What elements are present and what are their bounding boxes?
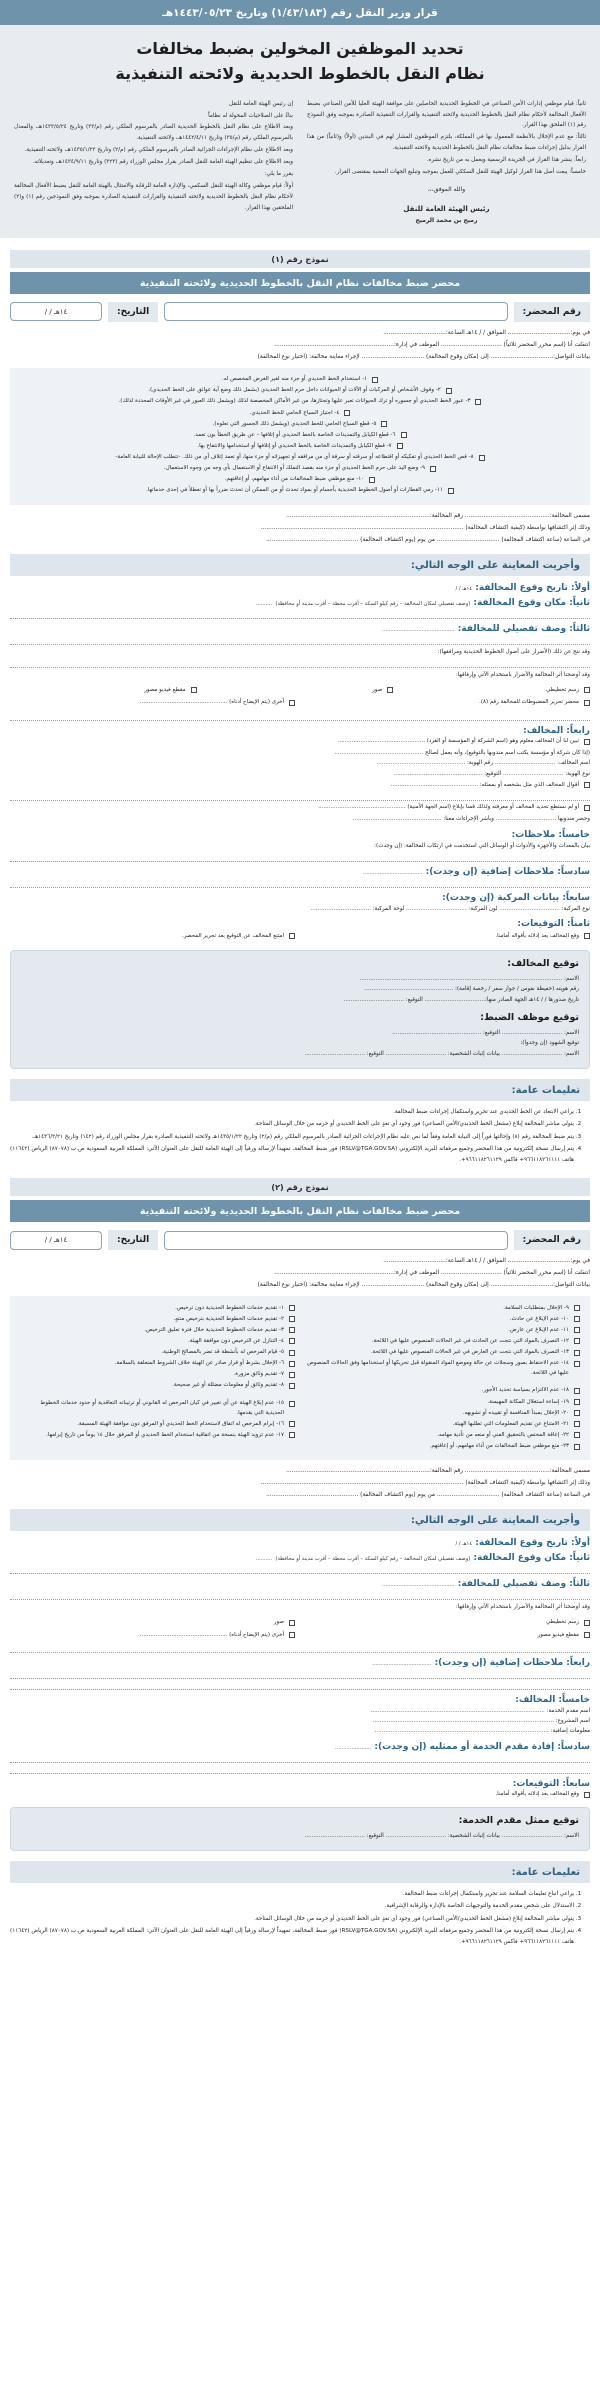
fill-line[interactable] xyxy=(10,879,590,888)
violation-item[interactable] xyxy=(20,409,580,419)
form-1-inspection-heading: وأجريت المعاينة على الوجه التالي: xyxy=(10,554,590,576)
decree-right-p7: أولاً: قيام موظفي وكالة الهيئة للنقل السكمي، والإدارة العامة للرقابة والامتثال بالهيئة العامة للنقل بضبط الأفعال المخالفة لأحكام نظام النقل بالخطوط الحديدية ولائحته التنفيذية والقرارات التنفيذية الصادرة بموجبه وفق النموذجين رقم (١) و(٢) الملحقين بهذا القرار. xyxy=(14,182,293,211)
record-number-input[interactable] xyxy=(164,1231,508,1250)
evidence-label: صور xyxy=(273,1619,284,1626)
violation-item[interactable] xyxy=(20,1348,295,1358)
violation-item[interactable] xyxy=(305,1431,580,1441)
form-1-number: نموذج رقم (١) xyxy=(10,250,590,268)
checkbox-icon[interactable] xyxy=(584,805,590,811)
violation-label: ١١- رمي القطارات أو أصول الخطوط الحديدية بأجسام أو بمواد تحدث أو من الممكن أن تحدث ضرراً بها أو تعطلاً في إحدى خدماتها. xyxy=(146,487,443,494)
checkbox-icon[interactable] xyxy=(574,1327,580,1333)
form-2-inspection-heading: وأجريت المعاينة على الوجه التالي: xyxy=(10,1509,590,1531)
form-2-seventh-signatures: سابعاً: التوقيعات: xyxy=(512,1778,590,1789)
checkbox-icon[interactable] xyxy=(430,466,436,472)
form-2-violations-left xyxy=(305,1302,580,1453)
checkbox-icon[interactable] xyxy=(574,1444,580,1450)
first-date-label: أولاً: تاريخ وقوع المخالفة: xyxy=(475,582,590,593)
offender-name-line: اسم المخالف: .................................. رقم الهوية: .................................................. xyxy=(376,760,590,767)
form-2-violation-name: مسمى المخالفة:.............................................. رقم المخالفة:.............................................................................. xyxy=(286,1468,590,1475)
form-1-title: محضر ضبط مخالفات نظام النقل بالخطوط الحديدية ولائحته التنفيذية xyxy=(10,272,590,294)
decree-signature xyxy=(307,204,586,226)
third-desc-dots[interactable]: ............................................ xyxy=(382,1582,455,1589)
checkbox-icon[interactable] xyxy=(289,1401,295,1407)
form-1-evidence-intro: وقد أوضحنا أثر المخالفة والأضرار باستخدام الآتي وإرفاقها: xyxy=(455,671,590,678)
violation-label: ٦- الإخلال بشرط أو قرار صادر عن الهيئة خلاف الشروط المتعلقة بالسلامة. xyxy=(114,1360,284,1367)
checkbox-icon[interactable] xyxy=(574,1432,580,1438)
evidence-label: صور xyxy=(372,686,383,693)
checkbox-icon[interactable] xyxy=(344,410,350,416)
instruction-item: 2. يتولى مباشر المخالفة إبلاغ (مشغل الخط الحديدي/الأمن الصناعي) فور وجود أي تعدٍ على الخط الحديدي أو حرمه من خلال الوسائل المتاحة. xyxy=(10,1119,574,1130)
decree-right-p4: وبعد الاطلاع على نظام الإجراءات الجزائية الصادر بالمرسوم الملكي رقم (م/٢) وتاريخ ١٤٣٥/١/٢٢هـ، ولائحته التنفيذية. xyxy=(24,147,293,154)
first-date-value[interactable]: ١٤هـ / / xyxy=(455,1541,473,1548)
checkbox-icon[interactable] xyxy=(397,443,403,449)
checkbox-icon[interactable] xyxy=(448,488,454,494)
evidence-item-video[interactable] xyxy=(10,686,197,696)
checkbox-icon[interactable] xyxy=(369,477,375,483)
sign-option-refused[interactable] xyxy=(10,932,295,942)
fill-line[interactable] xyxy=(10,659,590,668)
checkbox-icon[interactable] xyxy=(574,1316,580,1322)
violation-item[interactable] xyxy=(20,442,580,452)
checkbox-icon[interactable] xyxy=(584,1620,590,1626)
evidence-item-photos[interactable] xyxy=(207,686,394,696)
sign-option-signed[interactable] xyxy=(305,932,590,942)
violation-item[interactable] xyxy=(20,431,580,441)
violation-item[interactable] xyxy=(305,1304,580,1314)
violation-item[interactable] xyxy=(20,1304,295,1314)
checkbox-icon[interactable] xyxy=(574,1421,580,1427)
sign-option-label: امتنع المخالف عن التوقيع بعد تحرير المحضر. xyxy=(182,932,284,939)
fill-line[interactable] xyxy=(10,792,590,801)
violation-label: ١١- عدم الإبلاغ عن عارض. xyxy=(508,1326,569,1333)
violation-item[interactable] xyxy=(20,1337,295,1347)
checkbox-icon[interactable] xyxy=(289,1361,295,1367)
decree-closing: والله الموفق،،، xyxy=(427,185,466,193)
violation-item[interactable] xyxy=(305,1348,580,1358)
violation-item[interactable] xyxy=(305,1359,580,1378)
checkbox-icon[interactable] xyxy=(574,1350,580,1356)
form-1-evidence-row-2 xyxy=(10,697,590,710)
second-place-note: (وصف تفصيلي لمكان المخالفة – رقم كيلو السكة – أقرب محطة – أقرب مدينة أو محافظة) xyxy=(275,600,471,607)
sixth-statement-dots[interactable]: ...................... xyxy=(334,1744,372,1751)
form-1-eighth-signatures: ثامناً: التوقيعات: xyxy=(517,919,590,930)
violation-item[interactable] xyxy=(20,1326,295,1336)
form-1-line-contact: بيانات التواصل:.................................. إلى (مكان وقوع المخالفة) .................................. لإجراء معاينة مخالفة: (اختيار نوع المخالفة) xyxy=(257,353,590,360)
decree-title xyxy=(14,37,586,87)
second-place-note: (وصف تفصيلي لمكان المخالفة – رقم كيلو السكة – أقرب محطة – أقرب مدينة أو محافظة) xyxy=(275,1556,471,1563)
offender-attended-line: وحضر مندوبها .................................. وباشر الإجراءات معنا: .................................................. xyxy=(352,816,590,823)
decree-left-column xyxy=(307,99,586,226)
fill-line[interactable] xyxy=(10,1765,590,1774)
fill-line[interactable] xyxy=(10,636,590,645)
offender-signature-heading: توقيع المخالف: xyxy=(507,958,579,970)
evidence-item-sketch[interactable] xyxy=(403,686,590,696)
form-1-discovery: وذلك إثر اكتشافها بواسطة (كيفية اكتشاف المخالفة) .............................................................................................................. xyxy=(260,524,590,531)
violation-item[interactable] xyxy=(20,375,580,385)
evidence-label: أخرى (يتم الإيضاح أدناه) .................................................. xyxy=(139,1631,284,1638)
decree-right-p6: يقرر ما يلي: xyxy=(264,171,293,178)
instruction-item: 4. يتم إرسال نسخة إلكترونية من هذا المحضر وجميع مرفقاته للبريد الإلكتروني (RSLV@TGA.GOV.SA) فور ضبط المخالفة، تمهيداً لإرساله ورقياً إلى الهيئة العامة للنقل على العنوان الآتي: المملكة العربية السعودية ص.ب (٨٧٠٧٨) الرياض (١١٦٤٢) هاتف ٩٦٦١١٨٢٦١١١١+ فاكس ٩٦٦١١٨٢٦١١٢٩+. xyxy=(10,1926,574,1948)
violation-item[interactable] xyxy=(305,1386,580,1396)
evidence-item-seizure[interactable] xyxy=(305,698,590,708)
violation-label: ٥- قيام المرخص له بأنشطة قد تضر بالمصالح الوطنية. xyxy=(161,1349,284,1356)
form-2-line-officer: انتقلت أنا (اسم محرر المحضر ثلاثياً) ................................. الموظف في إدارة:................................................................. xyxy=(274,1270,590,1277)
provider-rep-sign-name: الاسم: .................................. بيانات إثبات الشخصية: .................................. التوقيع: .................................. xyxy=(304,1832,579,1839)
fourth-notes-label: رابعاً: ملاحظات إضافية (إن وجدت): xyxy=(434,1657,590,1668)
evidence-label: مقطع فيديو مصور xyxy=(537,1631,579,1638)
form-1-fourth-offender: رابعاً: المخالف: xyxy=(523,725,590,736)
checkbox-icon[interactable] xyxy=(475,399,481,405)
checkbox-icon[interactable] xyxy=(401,432,407,438)
offender-idtype-line: نوع الهوية: .................................. التوقيع: .................................................. xyxy=(393,770,590,777)
form-1-second-place xyxy=(10,598,590,608)
second-place-dots[interactable]: .......... xyxy=(255,600,273,607)
violation-label: ٩- الإخلال بمتطلبات السلامة. xyxy=(503,1304,569,1311)
second-place-dots[interactable]: .......... xyxy=(255,1556,273,1563)
form-2-violation-columns xyxy=(20,1302,580,1453)
violation-label: ١٠- منع موظفي ضبط المخالفات من أداء مهامهم، أو إعاقتهم. xyxy=(224,476,365,483)
violation-label: ١٢- التصرف بالمواد التي نتجت عن الحادث في غير الحالات المنصوص عليها في اللائحة. xyxy=(371,1337,569,1344)
evidence-item-sketch[interactable] xyxy=(305,1618,590,1628)
violation-label: ٦- قطع الكيابل والتمديدات الخاصة بالخط الحديدي أو إتلافها – عن طريق الخطأ بون تعمد. xyxy=(193,431,396,438)
checkbox-icon[interactable] xyxy=(574,1361,580,1367)
checkbox-icon[interactable] xyxy=(289,1632,295,1638)
checkbox-icon[interactable] xyxy=(584,700,590,706)
signature-options xyxy=(10,930,590,943)
witness-signature-heading: توقيع الشهود (إن وجدوا): xyxy=(520,1040,579,1047)
checkbox-icon[interactable] xyxy=(574,1399,580,1405)
checkbox-icon[interactable] xyxy=(372,377,378,383)
instruction-item: 4. يتم إرسال نسخة إلكترونية من هذا المحضر وجميع مرفقاته للبريد الإلكتروني (RSLV@TGA.GOV.SA) فور ضبط المخالفة، تمهيداً لإرساله ورقياً إلى الهيئة العامة للنقل على العنوان الآتي: المملكة العربية السعودية ص.ب (٨٧٠٧٨) الرياض (١١٦٤٢) هاتف ٩٦٦١١٨٢٦١١١١+ فاكس ٩٦٦١١٨٢٦١١٢٩+. xyxy=(10,1144,574,1166)
violation-label: ١٧- عدم تزويد الهيئة بنسخة من اتفاقية استخدام الخط الحديدي أو المرفق خلال ١٤ يوماً من تاريخ إبرامها. xyxy=(46,1431,284,1438)
checkbox-icon[interactable] xyxy=(584,1632,590,1638)
provider-rep-signature-heading: توقيع ممثل مقدم الخدمة: xyxy=(458,1814,579,1826)
checkbox-icon[interactable] xyxy=(574,1338,580,1344)
officer-signature-heading: توقيع موظف الضبط: xyxy=(480,1012,579,1024)
form-1-fifth-notes: خامساً: ملاحظات: xyxy=(511,829,590,840)
decree-right-p2: بناءً على الصلاحيات المخولة له نظاماً xyxy=(208,112,293,119)
checkbox-icon[interactable] xyxy=(574,1410,580,1416)
fill-line[interactable] xyxy=(10,853,590,862)
offender-sign-id: رقم هويته (حفيظة نفوس / جواز سفر / رخصة إقامة): .................................................. xyxy=(364,986,579,993)
checkbox-icon[interactable] xyxy=(584,933,590,939)
violation-item[interactable] xyxy=(20,1315,295,1325)
checkbox-icon[interactable] xyxy=(289,1432,295,1438)
checkbox-icon[interactable] xyxy=(289,1372,295,1378)
checkbox-icon[interactable] xyxy=(289,700,295,706)
first-date-value[interactable]: ١٤هـ / / xyxy=(455,585,473,592)
sign-option-label: وقع المخالف بعد إدلائه بأقواله أمامنا. xyxy=(495,932,579,939)
violation-label: ١٥- عدم إبلاغ الهيئة عن أي تغيير في كيان المرخص له القانوني أو ترتيباته التعاقدية أو حدود خدمات الخطوط الحديدية التي يقدمها. xyxy=(40,1400,284,1416)
evidence-label: مقطع فيديو مصور xyxy=(144,686,186,693)
checkbox-icon[interactable] xyxy=(446,388,452,394)
offender-unknown-label: أو لم نستطع تحديد المخالف أو معرفته ولذلك قمنا بإبلاغ (اسم الجهة الأمنية) .................................................. xyxy=(318,804,579,811)
form-1 xyxy=(0,250,600,1166)
form-2-number: نموذج رقم (٢) xyxy=(10,1178,590,1196)
provider-name-line: اسم مقدم الخدمة: .................................................................................................. xyxy=(370,1707,590,1714)
offender-statement-item[interactable] xyxy=(10,781,590,791)
checkbox-icon[interactable] xyxy=(289,1305,295,1311)
form-1-line-day: في يوم:.................................. الموافق / / ١٤هـ الساعة:.................................. xyxy=(383,329,590,336)
offender-sign-issue: تاريخ صدورها / / ١٤هـ الجهة الصادر منها:.................................. التوقيع: .................................. xyxy=(343,996,579,1003)
instruction-item: 3. يتم ضبط المخالفة رقم (٨) وإحالتها فوراً إلى النيابة العامة وفقاً لما نص عليه نظام الإجراءات الجزائية الصادر بالمرسوم الملكي رقم (م/٢) وتاريخ ١٤٣٥/١/٢٢هـ ولائحته التنفيذية الصادرة بقرار مجلس الوزراء رقم (١٤٢) وتاريخ ١٤٣٦/٣/٢١هـ. xyxy=(10,1132,574,1143)
form-2-violation-list xyxy=(10,1296,590,1460)
violation-label: ١٩- إساءة استغلال المكانة المهيمنة. xyxy=(487,1398,569,1405)
record-number-label: رقم المحضر: xyxy=(514,302,590,322)
fill-line[interactable] xyxy=(10,1565,590,1574)
form-2-evidence-row-2 xyxy=(10,1629,590,1642)
violation-item[interactable] xyxy=(20,1399,295,1418)
record-number-label: رقم المحضر: xyxy=(514,1230,590,1250)
checkbox-icon[interactable] xyxy=(584,782,590,788)
form-2-instructions-heading: تعليمات عامة: xyxy=(10,1861,590,1883)
violation-item[interactable] xyxy=(20,397,580,407)
violation-item[interactable] xyxy=(20,1420,295,1430)
violation-label: ٨- تقديم وثائق أو معلومات مضللة أو غير صحيحة. xyxy=(172,1382,284,1389)
third-desc-label: ثالثاً: وصف تفصيلي للمخالفة: xyxy=(457,1579,590,1590)
form-2-first-date xyxy=(10,1538,590,1548)
offender-unknown-item[interactable] xyxy=(10,803,590,813)
offender-known-label: تبين لنا أن المخالف معلوم وهو (اسم الشركة أو المؤسسة أو الفرد) .................................................. xyxy=(337,738,579,745)
form-2-title: محضر ضبط مخالفات نظام النقل بالخطوط الحديدية ولائحته التنفيذية xyxy=(10,1200,590,1222)
form-1-sixth-notes xyxy=(10,867,590,877)
sixth-statement-label: سادساً: إفادة مقدم الخدمة أو ممثليه (إن وجدت): xyxy=(374,1741,590,1752)
form-2-discovery: وذلك إثر اكتشافها بواسطة (كيفية اكتشاف المخالفة) .............................................................................................................. xyxy=(260,1480,590,1487)
form-1-evidence-row-1 xyxy=(10,684,590,697)
checkbox-icon[interactable] xyxy=(289,1316,295,1322)
form-1-header-row xyxy=(10,302,590,322)
form-1-fifth-notes-sub: بيان بالمعدات والأجهزة والأدوات أو الوسائل التي استخدمت في ارتكاب المخالفة: (إن وجدت): xyxy=(374,842,590,849)
violation-label: ٢- تقديم خدمات الخطوط الحديدية بترخيص منتهٍ. xyxy=(173,1315,284,1322)
violation-item[interactable] xyxy=(20,475,580,485)
record-number-input[interactable] xyxy=(164,302,508,321)
decree-right-p1: إن رئيس الهيئة العامة للنقل xyxy=(228,100,293,107)
violation-item[interactable] xyxy=(20,1370,295,1380)
checkbox-icon[interactable] xyxy=(381,421,387,427)
violation-item[interactable] xyxy=(305,1398,580,1408)
form-2 xyxy=(0,1178,600,1948)
decree-title-line2: نظام النقل بالخطوط الحديدية ولائحته التنفيذية xyxy=(115,63,485,83)
checkbox-icon[interactable] xyxy=(289,1421,295,1427)
form-1-third-desc xyxy=(10,624,590,634)
checkbox-icon[interactable] xyxy=(289,933,295,939)
evidence-label: محضر تحرير المضبوطات للمخالفة رقم (٨). xyxy=(479,699,579,706)
form-2-instructions-list xyxy=(10,1889,590,1948)
form-1-damage-note: وقد نتج عن ذلك (الأضرار على أصول الخطوط الحديدية ومرافقها): xyxy=(437,648,590,655)
instruction-item: 1. يراعي اتباع تعليمات السلامة عند تحرير واستكمال إجراءات ضبط المخالفة. xyxy=(10,1889,574,1900)
form-1-instructions-heading: تعليمات عامة: xyxy=(10,1079,590,1101)
form-2-evidence-intro: وقد أوضحنا أثر المخالفة والأضرار باستخدام الآتي وإرفاقها: xyxy=(455,1604,590,1611)
fill-line[interactable] xyxy=(10,1670,590,1679)
checkbox-icon[interactable] xyxy=(289,1383,295,1389)
form-2-line-day: في يوم:.................................. الموافق / / ١٤هـ الساعة:.................................. xyxy=(383,1258,590,1265)
form-1-seventh-vehicle: سابعاً: بيانات المركبة (إن وجدت): xyxy=(442,893,590,904)
decree-right-p5: وبعد الاطلاع على تنظيم الهيئة العامة للنقل الصادر بقرار مجلس الوزراء رقم (٣٢٣) وتاريخ ١٤٣٤/٩/١١هـ، وتعديلاته. xyxy=(32,159,293,166)
evidence-item-photos[interactable] xyxy=(10,1618,295,1628)
second-place-label: ثانياً: مكان وقوع المخالفة: xyxy=(473,597,590,608)
checkbox-icon[interactable] xyxy=(584,739,590,745)
offender-company-line: (إذا كان شركة أو مؤسسة يكتب اسم مندوبها بالتوقيع)، وأنه يعمل لصالح .................................................. xyxy=(334,750,590,757)
decree-left-p1: ثانياً: قيام موظفي إدارات الأمن الصناعي في الخطوط الحديدية الحاصلين على موافقة الهيئة العليا للأمن الصناعي بضبط الأفعال المخالفة لأحكام نظام النقل بالخطوط الحديدية ولائحته التنفيذية والقرارات التنفيذية الصادرة بموجبه وفق النموذج رقم (١) الملحق بهذا القرار. xyxy=(307,100,586,129)
violation-label: ١٨- عدم الالتزام بسياسة تحديد الأجور. xyxy=(481,1387,569,1394)
decree-signature-name: رميح بن محمد الرميح xyxy=(415,216,478,224)
form-2-violations-right xyxy=(20,1302,295,1453)
form-2-sixth-statement xyxy=(10,1742,590,1752)
form-2-line-contact: بيانات التواصل:.................................. إلى (مكان وقوع المخالفة) .................................. لإجراء معاينة مخالفة: (اختيار نوع المخالفة) xyxy=(257,1282,590,1289)
violation-label: ٢٣- منع موظفي ضبط المخالفات من أداء مهامهم، أو إعاقتهم. xyxy=(429,1443,569,1450)
evidence-item-other[interactable] xyxy=(10,698,295,708)
evidence-item-video[interactable] xyxy=(305,1631,590,1641)
violation-label: ٢١- الامتناع عن تقديم المعلومات التي تطلبها الهيئة. xyxy=(452,1420,569,1427)
form-2-discovery-time: في الساعة (ساعة اكتشاف المخالفة) .................................. من يوم (يوم اكتشاف المخالفة) .................................................. xyxy=(266,1492,590,1499)
form-2-signature-panel xyxy=(10,1807,590,1851)
violation-label: ٣- تقديم خدمات الخطوط الحديدية خلال فترة تعليق الترخيص. xyxy=(144,1326,284,1333)
offender-sign-name: الاسم: .................................................................................................................. xyxy=(359,976,579,983)
form-1-first-date xyxy=(10,583,590,593)
form-2-fourth-notes xyxy=(10,1658,590,1668)
decree-left-p3: رابعاً: ينشر هذا القرار في الجريدة الرسمية ويعمل به من تاريخ نشره. xyxy=(426,157,586,164)
decree-signature-title: رئيس الهيئة العامة للنقل xyxy=(403,204,490,213)
checkbox-icon[interactable] xyxy=(289,1338,295,1344)
sign-option-signed[interactable] xyxy=(10,1790,590,1800)
violation-label: ٢- وقوف الأشخاص أو المركبات أو الآلات أو الحيوانات داخل حرم الخط الحديدي (بشمل ذلك وضع أية عوائق على الخط الحديدي). xyxy=(148,387,441,394)
decree-left-p4: خامساً: يبعث أصل هذا القرار لوكيل الهيئة للنقل السككي للعمل بموجبه وتبليغ الجهات المعنية بمقتضى القرار. xyxy=(334,169,586,176)
violation-item[interactable] xyxy=(20,420,580,430)
violation-item[interactable] xyxy=(20,1381,295,1391)
violation-label: ٨- قص الخط الحديدي أو تفكيكه أو اقتطاعه أو سرقته أو سرقة أي من مرافقه أو تجهيزاته أو جزء منها، أو تعمد إتلاف أي من ذلك. -تتطلب الإحالة للنيابة العامة- xyxy=(115,454,474,461)
fill-line[interactable] xyxy=(10,1754,590,1763)
form-2-third-desc xyxy=(10,1579,590,1589)
violation-label: ٣- عبور الخط الحديدي أو جسوره أو ترك الحيوانات تعبر عليها وتجتازها، من غير الأماكن المخصصة لذلك (ويشمل ذلك العبور في غير الأوقات المحددة لذلك). xyxy=(118,398,471,405)
evidence-item-other[interactable] xyxy=(10,1631,295,1641)
violation-item[interactable] xyxy=(20,453,580,463)
record-date-label: التاريخ: xyxy=(108,1230,158,1250)
checkbox-icon[interactable] xyxy=(574,1388,580,1394)
sixth-notes-label: سادساً: ملاحظات إضافية (إن وجدت): xyxy=(425,867,590,878)
third-desc-dots[interactable]: ............................................ xyxy=(382,626,455,633)
decree-number-bar: قرار وزير النقل رقم (١/٤٣/١٨٣) وتاريخ ١٤٤٣/٠٥/٢٣هـ xyxy=(0,0,600,25)
checkbox-icon[interactable] xyxy=(191,687,197,693)
fill-line[interactable] xyxy=(10,1681,590,1690)
third-desc-label: ثالثاً: وصف تفصيلي للمخالفة: xyxy=(457,623,590,634)
evidence-label: رسم تخطيطي xyxy=(545,686,579,693)
officer-sign-name: الاسم: .................................. التوقيع: .................................................. xyxy=(392,1030,579,1037)
violation-label: ١٠- عدم الإبلاغ عن حادث. xyxy=(509,1315,569,1322)
checkbox-icon[interactable] xyxy=(387,687,393,693)
decree-columns xyxy=(14,99,586,226)
violation-label: ٢٢- إعاقة المختص بالتحقيق الفني أو منعه من تأدية مهامه. xyxy=(437,1431,569,1438)
first-date-label: أولاً: تاريخ وقوع المخالفة: xyxy=(475,1538,590,1549)
violation-label: ٤- التنازل عن الترخيص دون موافقة الهيئة. xyxy=(187,1337,284,1344)
instruction-item: 2. الاستدلال على شخص مقدم الخدمة والتوجيهات الخاصة بالإدارة والرقابة الإشرافية. xyxy=(10,1901,574,1912)
violation-label: ٤- اجتياز السياج الحامي للخط الحديدي. xyxy=(249,409,340,416)
form-2-second-place xyxy=(10,1553,590,1563)
decree-right-p3: وبعد الاطلاع على نظام النقل بالخطوط الحديدية الصادر بالمرسوم الملكي رقم (م/٣٣) وتاريخ ١٤٣٣/٥/٢٤هـ، والمعدل بالمرسوم الملكي رقم (م/٣٥) وتاريخ ١٤٤٢/٤/١١هـ، ولائحته التنفيذية. xyxy=(14,124,294,142)
violation-label: ٧- تقديم وثائق مزورة. xyxy=(233,1371,284,1378)
violation-item[interactable] xyxy=(20,464,580,474)
violation-item[interactable] xyxy=(305,1409,580,1419)
violation-label: ١- تقديم خدمات الخطوط الحديدية دون ترخيص. xyxy=(175,1304,284,1311)
checkbox-icon[interactable] xyxy=(289,1350,295,1356)
violation-item[interactable] xyxy=(20,1431,295,1441)
violation-item[interactable] xyxy=(20,386,580,396)
witness-sign-name: الاسم: .................................. بيانات إثبات الشخصية: .................................. التوقيع: .................................. xyxy=(304,1050,579,1057)
form-2-evidence-row-1 xyxy=(10,1617,590,1630)
record-date-label: التاريخ: xyxy=(108,302,158,322)
extra-info-line: معلومات إضافية: .................................................................................................. xyxy=(374,1728,590,1735)
violation-label: ٥- قطع السياج الحامي للخط الحديدي (ويشمل ذلك الجسور التي تعلوه). xyxy=(212,420,377,427)
violation-label: ١- استخدام الخط الحديدي أو جزء منه لغير الغرض المخصص له. xyxy=(221,376,368,383)
sixth-notes-dots[interactable]: .................................... xyxy=(363,870,423,877)
violation-label: ٧- قطع الكيابل والتمديدات الخاصة بالخط الحديدي أو إتلافها أو استخدامها والانتفاع بها. xyxy=(197,442,392,449)
violation-label: ٩- وضع اليد على حرم الخط الحديدي أو جزء منه بقصد التملك أو الانتفاع أو الاستعمال بأي وجه من وجوه الاستعمال. xyxy=(163,465,426,472)
checkbox-icon[interactable] xyxy=(289,1327,295,1333)
form-1-line-officer: انتقلت أنا (اسم محرر المحضر ثلاثياً) ................................. الموظف في إدارة:................................................................. xyxy=(274,341,590,348)
checkbox-icon[interactable] xyxy=(289,1620,295,1626)
violation-label: ٢٠- الإخلال بمبدأ المنافسة أو تقييده أو تشويهه. xyxy=(462,1409,569,1416)
form-1-discovery-time: في الساعة (ساعة اكتشاف المخالفة) .................................. من يوم (يوم اكتشاف المخالفة) .................................................. xyxy=(266,536,590,543)
violation-label: ١٤- عدم الاحتفاظ بصور وسجلات عن حالة وموضع المواد المنقولة قبل تحريكها أو استخدامها وفق الحالات المنصوص عليها في اللائحة. xyxy=(307,1360,569,1376)
violation-item[interactable] xyxy=(20,1359,295,1369)
form-2-header-row xyxy=(10,1230,590,1250)
form-1-signature-panel xyxy=(10,950,590,1069)
offender-statement-label: أقوال المخالف الذي مثل بشخصه أو بممثله: .................................................. xyxy=(390,781,579,788)
record-date-input[interactable]: ١٤هـ / / xyxy=(10,302,102,321)
form-1-violation-name: مسمى المخالفة:.............................................. رقم المخالفة:.............................................................................. xyxy=(286,512,590,519)
violation-item[interactable] xyxy=(305,1315,580,1325)
instruction-item: 1. يراعي الابتعاد عن الخط الحديدي عند تحرير واستكمال إجراءات ضبط المخالفة. xyxy=(10,1107,574,1118)
evidence-label: أخرى (يتم الإيضاح أدناه) .................................................. xyxy=(139,699,284,706)
form-1-instructions-list xyxy=(10,1107,590,1166)
sign-option-label: وقع المخالف بعد إدلائه بأقواله أمامنا. xyxy=(495,1791,579,1798)
violation-item[interactable] xyxy=(305,1442,580,1452)
violation-item[interactable] xyxy=(20,486,580,496)
decree-right-column xyxy=(14,99,293,215)
form-2-fifth-offender: خامساً: المخالف: xyxy=(515,1694,590,1705)
violation-label: ١٦- إبرام المرخص له اتفاق لاستخدام الخط الحديدي أو المرفق دون موافقة الهيئة المسبقة. xyxy=(77,1420,284,1427)
decree-left-p2: ثالثاً: مع عدم الإخلال بالأنظمة المعمول بها في المملكة، يلتزم الموظفون المشار لهم في البندين (أولاً) و(ثانياً) من هذا القرار بدليل إجراءات ضبط مخالفات نظام النقل بالخطوط الحديدية ولائحته التنفيذية. xyxy=(307,134,586,152)
violation-item[interactable] xyxy=(305,1337,580,1347)
fill-line[interactable] xyxy=(10,610,590,619)
fill-line[interactable] xyxy=(10,1591,590,1600)
offender-known-item[interactable] xyxy=(10,737,590,747)
fourth-notes-dots[interactable]: .................................... xyxy=(372,1660,432,1667)
checkbox-icon[interactable] xyxy=(479,455,485,461)
evidence-label: رسم تخطيطي xyxy=(545,1619,579,1626)
violation-item[interactable] xyxy=(305,1326,580,1336)
violation-item[interactable] xyxy=(305,1420,580,1430)
vehicle-line: نوع المركبة: .................................. لون المركبة: .................................. لوحة المركبة: .................................. xyxy=(310,906,590,913)
fill-line[interactable] xyxy=(10,712,590,721)
fill-line[interactable] xyxy=(10,1644,590,1653)
record-date-input[interactable]: ١٤هـ / / xyxy=(10,1231,102,1250)
instruction-item: 3. يتولى مباشر المخالفة إبلاغ (مشغل الخط الحديدي/الأمن الصناعي) فور وجود أي تعدٍ على الخط الحديدي أو حرمه من خلال الوسائل المتاحة. xyxy=(10,1914,574,1925)
form-1-violation-list xyxy=(10,368,590,505)
decree-title-line1: تحديد الموظفين المخولين بضبط مخالفات xyxy=(136,39,464,58)
checkbox-icon[interactable] xyxy=(574,1305,580,1311)
decree-body xyxy=(0,25,600,238)
second-place-label: ثانياً: مكان وقوع المخالفة: xyxy=(473,1553,590,1564)
checkbox-icon[interactable] xyxy=(584,1792,590,1798)
violation-label: ١٣- التصرف بالمواد التي نتجت عن العارض في غير الحالات المنصوص عليها في اللائحة. xyxy=(370,1349,569,1356)
project-name-line: اسم المشروع: ...................................................................................................... xyxy=(372,1718,590,1725)
checkbox-icon[interactable] xyxy=(584,687,590,693)
